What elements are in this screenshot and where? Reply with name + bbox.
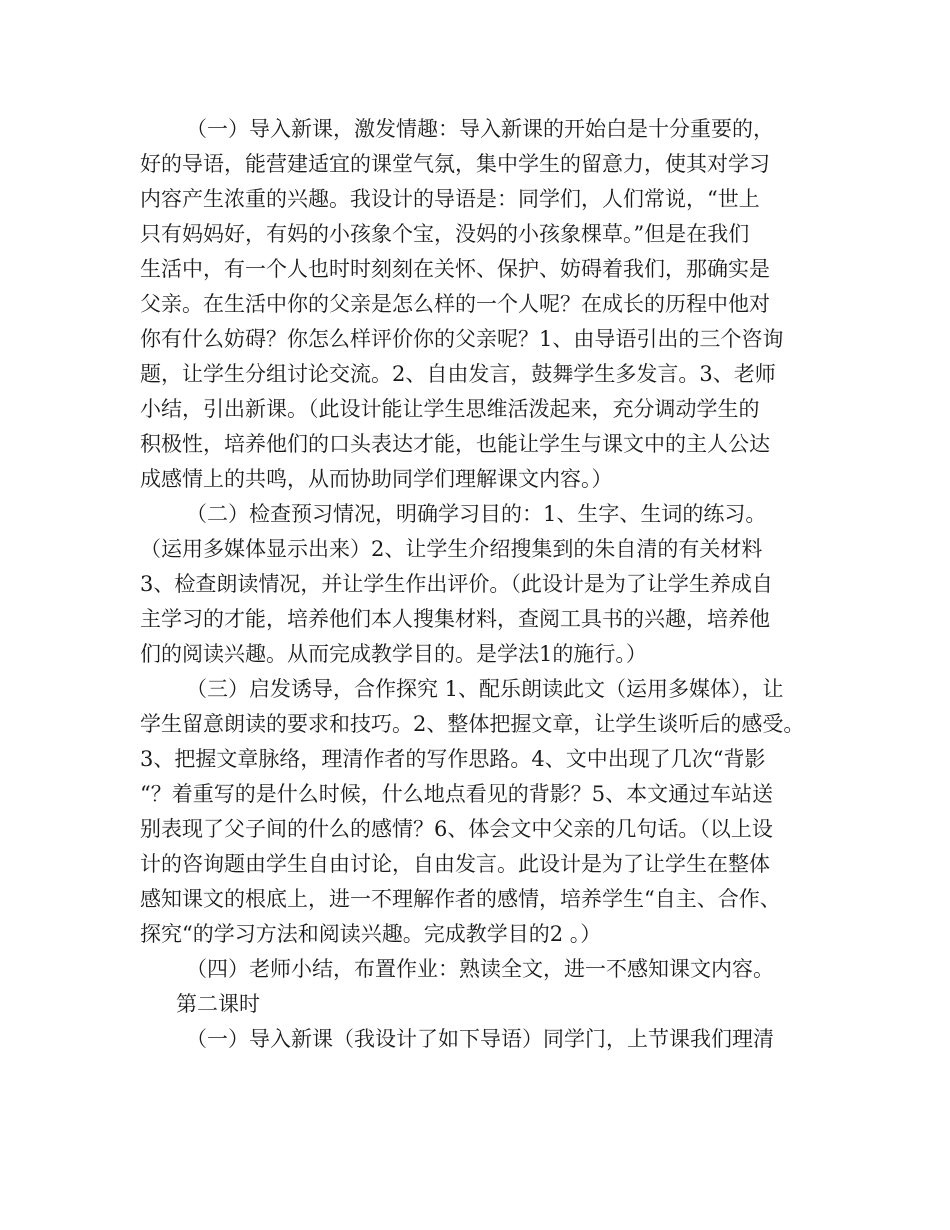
text-line: 成感情上的共鸣，从而协助同学们理解课文内容。） — [140, 467, 613, 491]
text-line: 积极性，培养他们的口头表达才能，也能让学生与课文中的主人公达 — [140, 432, 770, 456]
text-line: 别表现了父子间的什么的感情？6、体会文中父亲的几句话。（以上设 — [140, 817, 773, 841]
section-heading: 第二课时 — [176, 992, 260, 1016]
text-line: 你有什么妨碍？你怎么样评价你的父亲呢？1、由导语引出的三个咨询 — [140, 327, 784, 351]
text-line: （三）启发诱导，合作探究 1、配乐朗读此文（运用多媒体），让 — [186, 677, 784, 701]
text-line: 计的咨询题由学生自由讨论，自由发言。此设计是为了让学生在整体 — [140, 852, 770, 876]
text-line: 好的导语，能营建适宜的课堂气氛，集中学生的留意力，使其对学习 — [140, 152, 770, 176]
text-line: 父亲。在生活中你的父亲是怎么样的一个人呢？在成长的历程中他对 — [140, 292, 770, 316]
text-line: 们的阅读兴趣。从而完成教学目的。是学法1的施行。） — [140, 642, 647, 666]
text-line: 生活中，有一个人也时时刻刻在关怀、保护、妨碍着我们，那确实是 — [140, 257, 770, 281]
text-line: 题，让学生分组讨论交流。2、自由发言，鼓舞学生多发言。3、老师 — [140, 362, 776, 386]
text-line: 主学习的才能，培养他们本人搜集材料，查阅工具书的兴趣，培养他 — [140, 607, 770, 631]
text-line: （二）检查预习情况，明确学习目的：1、生字、生词的练习。 — [186, 502, 767, 526]
text-line: 3、检查朗读情况，并让学生作出评价。（此设计是为了让学生养成自 — [140, 572, 773, 596]
text-line: （一）导入新课，激发情趣：导入新课的开始白是十分重要的， — [186, 117, 774, 141]
text-line: 感知课文的根底上，进一不理解作者的感情，培养学生“自主、合作、 — [140, 887, 781, 911]
text-line: 只有妈妈好，有妈的小孩象个宝，没妈的小孩象棵草。”但是在我们 — [140, 222, 750, 246]
text-line: （四）老师小结，布置作业：熟读全文，进一不感知课文内容。 — [186, 957, 774, 981]
text-line: “？着重写的是什么时候，什么地点看见的背影？5、本文通过车站送 — [140, 782, 774, 806]
text-line: （一）导入新课（我设计了如下导语）同学门，上节课我们理清 — [186, 1027, 774, 1051]
text-line: （运用多媒体显示出来）2、让学生介绍搜集到的朱自清的有关材料 — [140, 537, 763, 561]
text-line: 学生留意朗读的要求和技巧。2、整体把握文章，让学生谈听后的感受。 — [140, 712, 805, 736]
text-line: 3、把握文章脉络，理清作者的写作思路。4、文中出现了几次“背影 — [140, 747, 766, 771]
text-line: 探究“的学习方法和阅读兴趣。完成教学目的2 。） — [140, 922, 602, 946]
text-line: 小结，引出新课。（此设计能让学生思维活泼起来，充分调动学生的 — [140, 397, 760, 421]
text-line: 内容产生浓重的兴趣。我设计的导语是：同学们，人们常说，“世上 — [140, 187, 760, 211]
document-body — [140, 112, 830, 1057]
